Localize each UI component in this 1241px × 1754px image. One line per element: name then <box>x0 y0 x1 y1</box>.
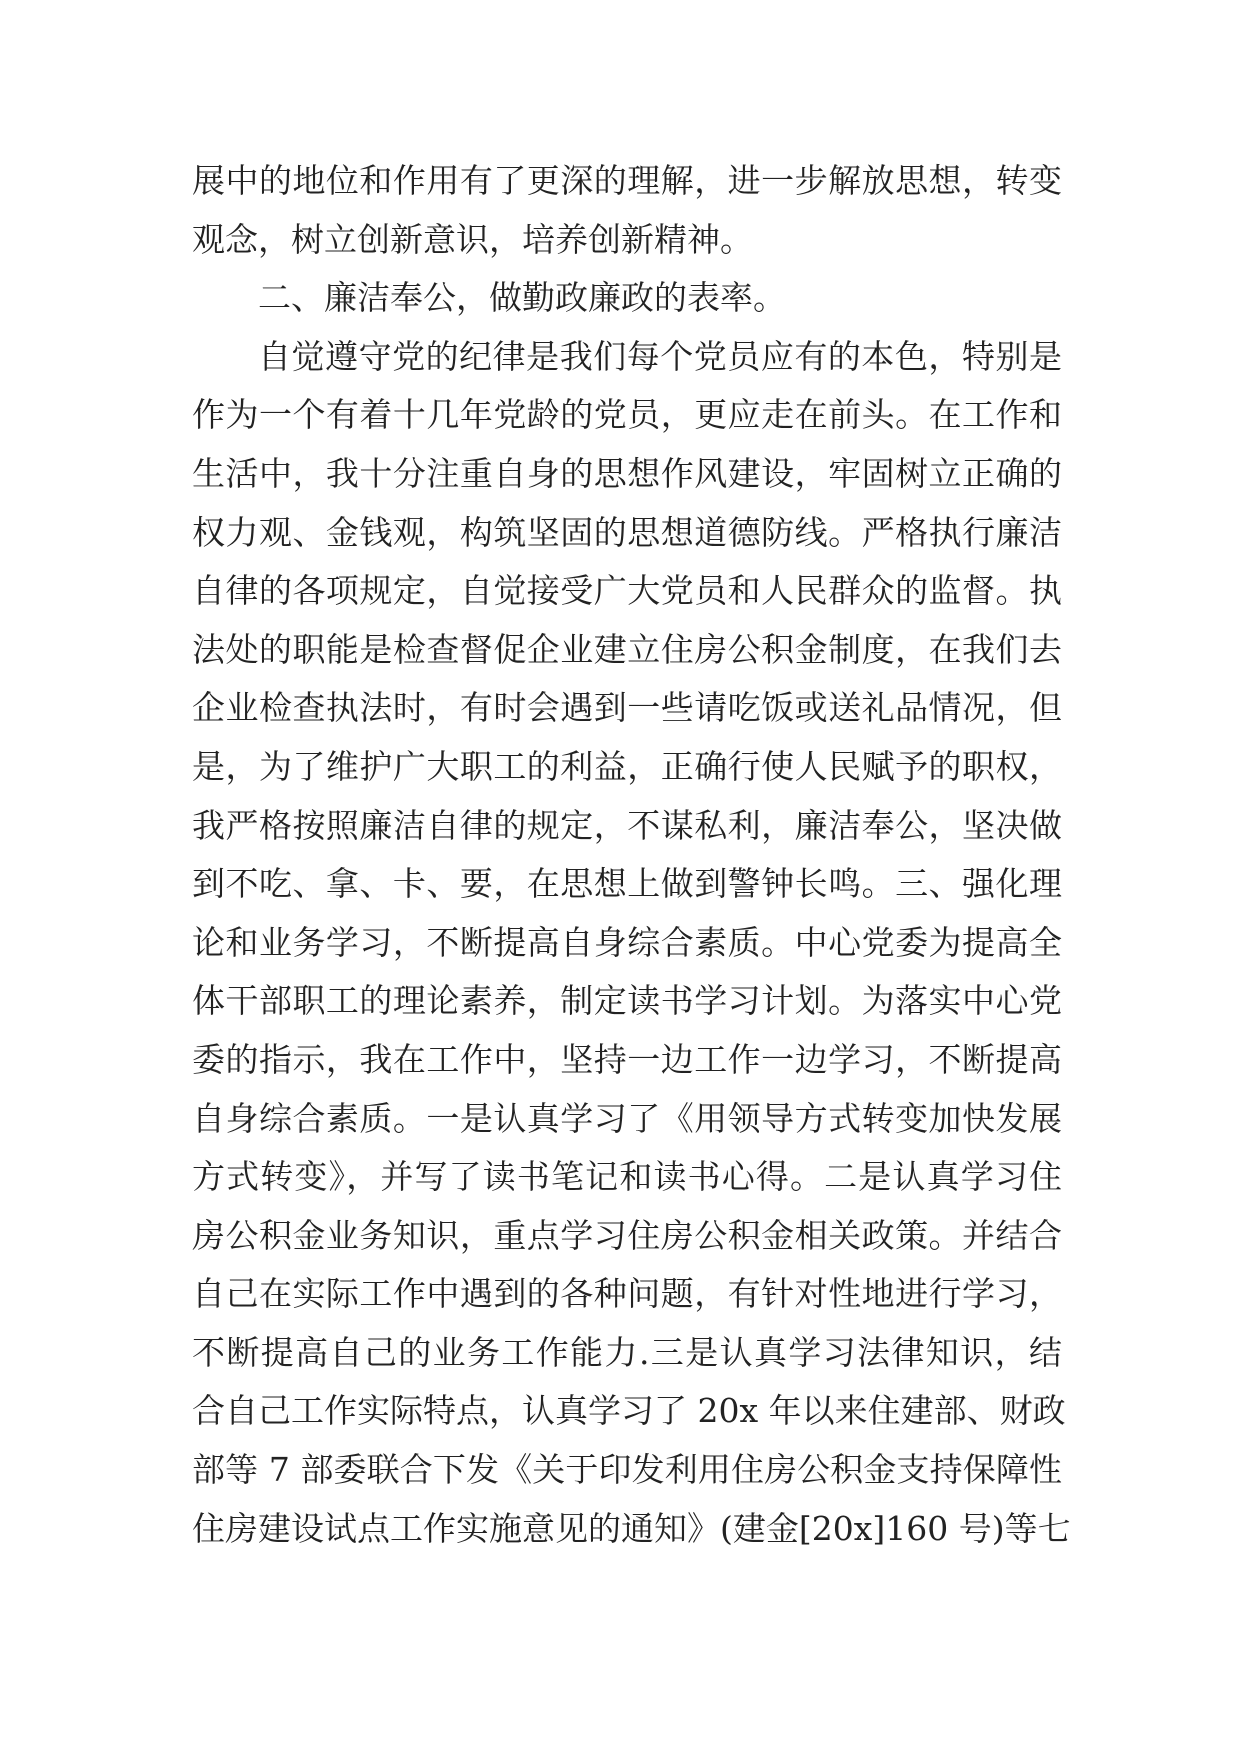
text-line: 自己在实际工作中遇到的各种问题，有针对性地进行学习， <box>192 1274 1062 1314</box>
text-line: 是，为了维护广大职工的利益，正确行使人民赋予的职权， <box>192 746 1062 786</box>
body-text <box>192 152 1071 1558</box>
text-line: 法处的职能是检查督促企业建立住房公积金制度，在我们去 <box>192 629 1062 669</box>
text-line: 不断提高自己的业务工作能力.三是认真学习法律知识，结 <box>192 1332 1062 1372</box>
text-line: 展中的地位和作用有了更深的理解，进一步解放思想，转变 <box>192 161 1062 200</box>
text-line: 生活中，我十分注重自身的思想作风建设，牢固树立正确的 <box>192 453 1062 493</box>
text-line: 自律的各项规定，自觉接受广大党员和人民群众的监督。执 <box>192 571 1062 611</box>
text-line: 观念，树立创新意识，培养创新精神。 <box>192 219 753 259</box>
text-line: 权力观、金钱观，构筑坚固的思想道德防线。严格执行廉洁 <box>192 512 1062 552</box>
text-line: 到不吃、拿、卡、要，在思想上做到警钟长鸣。三、强化理 <box>192 864 1062 904</box>
text-line: 方式转变》，并写了读书笔记和读书心得。二是认真学习住 <box>192 1157 1062 1197</box>
text-line: 作为一个有着十几年党龄的党员，更应走在前头。在工作和 <box>192 395 1062 435</box>
text-line: 住房建设试点工作实施意见的通知》(建金[20x]160 号)等七 <box>192 1508 1071 1548</box>
paragraph-first-line: 二、廉洁奉公，做勤政廉政的表率。 <box>258 278 786 318</box>
text-line: 合自己工作实际特点，认真学习了 20x 年以来住建部、财政 <box>192 1391 1066 1431</box>
text-line: 自身综合素质。一是认真学习了《用领导方式转变加快发展 <box>192 1098 1062 1138</box>
text-line: 体干部职工的理论素养，制定读书学习计划。为落实中心党 <box>192 981 1062 1021</box>
paragraph-first-line: 自觉遵守党的纪律是我们每个党员应有的本色，特别是 <box>258 336 1062 376</box>
text-line: 论和业务学习，不断提高自身综合素质。中心党委为提高全 <box>192 922 1062 962</box>
text-line: 企业检查执法时，有时会遇到一些请吃饭或送礼品情况，但 <box>192 688 1062 728</box>
text-line: 我严格按照廉洁自律的规定，不谋私利，廉洁奉公，坚决做 <box>192 805 1062 845</box>
text-line: 房公积金业务知识，重点学习住房公积金相关政策。并结合 <box>192 1215 1062 1255</box>
text-line: 部等 7 部委联合下发《关于印发利用住房公积金支持保障性 <box>192 1450 1062 1490</box>
text-line: 委的指示，我在工作中，坚持一边工作一边学习，不断提高 <box>192 1039 1062 1079</box>
